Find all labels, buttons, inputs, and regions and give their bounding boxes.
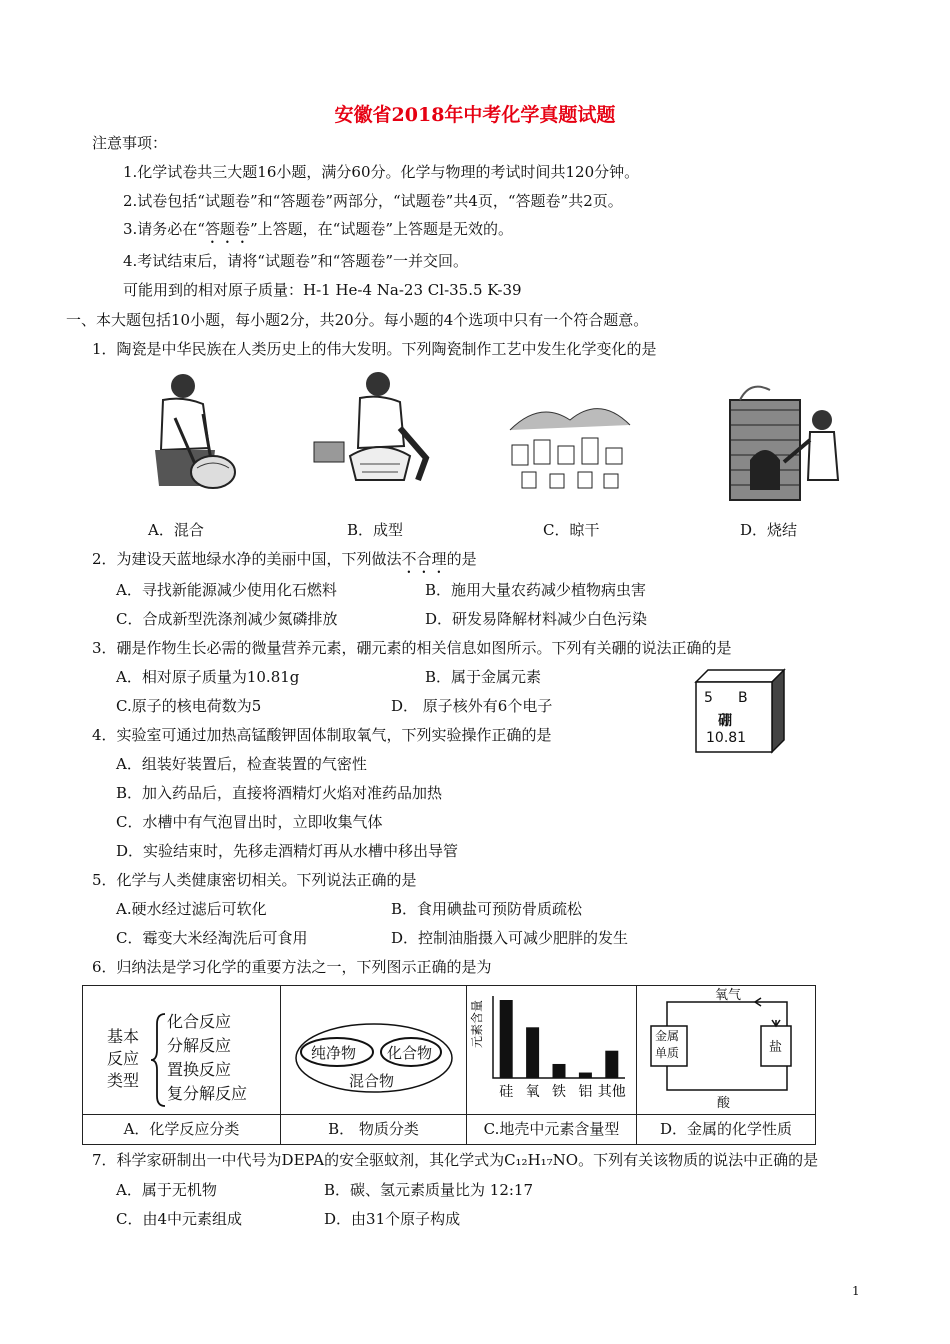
q1-stem: 1．陶瓷是中华民族在人类历史上的伟大发明。下列陶瓷制作工艺中发生化学变化的是 [92, 340, 657, 358]
q6-d-acid: 酸 [717, 1096, 731, 1111]
q4-option-b: B．加入药品后，直接将酒精灯火焰对准药品加热 [116, 784, 443, 802]
emphasis-answer-sheet: 答题卷 [204, 220, 250, 238]
q2-option-a: A．寻找新能源减少使用化石燃料 [116, 581, 337, 599]
q3-option-d: D． 原子核外有6个电子 [391, 697, 553, 715]
chart-bar-0 [500, 1000, 513, 1078]
q2-stem: 2．为建设天蓝地绿水净的美丽中国，下列做法不合理的是 [92, 550, 477, 568]
q2-option-d: D．研发易降解材料减少白色污染 [425, 610, 648, 628]
pottery-shaping-illustration [300, 368, 440, 493]
pottery-firing-illustration [710, 380, 850, 505]
notice-item-3: 3.请务必在“答题卷”上答题，在“试题卷”上答题是无效的。 [123, 220, 514, 238]
q7-option-b: B．碳、氢元素质量比为 12:17 [324, 1181, 534, 1199]
q4-option-d: D．实验结束时，先移走酒精灯再从水槽中移出导管 [116, 842, 459, 860]
q2-option-c: C．合成新型洗涤剂减少氮磷排放 [116, 610, 338, 628]
q6-b-mixture: 混合物 [349, 1072, 395, 1090]
chart-bar-4 [605, 1051, 618, 1078]
page-title: 安徽省2018年中考化学真题试题 [334, 104, 616, 126]
section-1-heading: 一、本大题包括10小题，每小题2分，共20分。每小题的4个选项中只有一个符合题意。 [66, 311, 649, 329]
chart-bar-2 [553, 1064, 566, 1078]
q1-option-d: D．烧结 [740, 521, 798, 539]
brace-icon [149, 1010, 169, 1110]
q6-c-caption: C.地壳中元素含量型 [467, 1114, 637, 1144]
q7-option-d: D．由31个原子构成 [324, 1210, 461, 1228]
q3-stem: 3．硼是作物生长必需的微量营养元素，硼元素的相关信息如图所示。下列有关硼的说法正确的是 [92, 639, 732, 657]
notice-item-1: 1.化学试卷共三大题16小题，满分60分。化学与物理的考试时间共120分钟。 [123, 163, 640, 181]
emphasis-unreasonable: 不合理 [401, 550, 447, 568]
q7-option-a: A．属于无机物 [116, 1181, 217, 1199]
q6-a-caption: A．化学反应分类 [83, 1114, 281, 1144]
q6-stem: 6．归纳法是学习化学的重要方法之一，下列图示正确的是为 [92, 958, 492, 976]
boron-atomic-number: 5 [704, 690, 713, 706]
element-content-bar-chart [467, 986, 637, 1114]
q3-option-c: C.原子的核电荷数为5 [116, 697, 262, 715]
boron-symbol: B [738, 690, 748, 706]
q4-option-c: C．水槽中有气泡冒出时，立即收集气体 [116, 813, 383, 831]
q5-option-c: C．霉变大米经淘洗后可食用 [116, 929, 308, 947]
atomic-mass: 可能用到的相对原子质量：H-1 He-4 Na-23 Cl-35.5 K-39 [123, 281, 522, 299]
q1-option-b: B．成型 [347, 521, 404, 539]
q6-c-chart [467, 986, 637, 1114]
chart-tick-label-4: 其他 [597, 1084, 626, 1100]
q7-stem: 7．科学家研制出一中代号为DEPA的安全驱蚊剂，其化学式为C₁₂H₁₇NO。下列有关该物质的说法中正确的是 [92, 1151, 819, 1169]
q4-stem: 4．实验室可通过加热高锰酸钾固体制取氧气，下列实验操作正确的是 [92, 726, 552, 744]
q3-option-a: A．相对原子质量为10.81g [116, 668, 300, 686]
notice-item-4: 4.考试结束后，请将“试题卷”和“答题卷”一并交回。 [123, 252, 468, 270]
chart-bar-1 [526, 1027, 539, 1078]
q6-d-caption: D．金属的化学性质 [637, 1114, 815, 1144]
pottery-mixing-illustration [125, 368, 245, 493]
q6-a-items: 化合反应 分解反应 置换反应 复分解反应 [167, 1012, 248, 1103]
q4-option-a: A．组装好装置后，检查装置的气密性 [116, 755, 367, 773]
q6-a-diagram [83, 986, 281, 1114]
notice-item-2: 2.试卷包括“试题卷”和“答题卷”两部分，“试题卷”共4页，“答题卷”共2页。 [123, 192, 623, 210]
q1-option-c: C．晾干 [543, 521, 600, 539]
q5-stem: 5．化学与人类健康密切相关。下列说法正确的是 [92, 871, 417, 889]
q5-option-b: B．食用碘盐可预防骨质疏松 [391, 900, 583, 918]
boron-atomic-mass: 10.81 [706, 730, 747, 746]
q3-option-b: B．属于金属元素 [425, 668, 542, 686]
q6-b-compound: 化合物 [387, 1044, 433, 1062]
chart-tick-label-3: 铝 [578, 1084, 593, 1100]
boron-element-card [694, 668, 786, 754]
q6-d-salt: 盐 [769, 1040, 783, 1055]
q2-option-b: B．施用大量农药减少植物病虫害 [425, 581, 647, 599]
chart-bar-3 [579, 1073, 592, 1078]
q6-d-metal: 金属 单质 [655, 1029, 680, 1060]
boron-name: 硼 [718, 713, 732, 729]
chart-y-label: 元素含量 [470, 999, 484, 1048]
q6-b-diagram [281, 986, 467, 1114]
page-number: 1 [852, 1284, 860, 1298]
q6-figure-table [82, 985, 816, 1145]
pottery-drying-illustration [500, 390, 640, 500]
chart-tick-label-1: 氧 [525, 1084, 540, 1100]
q6-a-left: 基本 反应 类型 [107, 1027, 140, 1090]
q7-option-c: C．由4中元素组成 [116, 1210, 243, 1228]
q5-option-d: D．控制油脂摄入可减少肥胖的发生 [391, 929, 629, 947]
q1-option-a: A．混合 [148, 521, 204, 539]
q6-b-caption: B． 物质分类 [281, 1114, 467, 1144]
q6-d-diagram [637, 986, 815, 1114]
q6-b-pure: 纯净物 [311, 1044, 357, 1062]
q6-d-oxygen: 氧气 [715, 988, 742, 1003]
q5-option-a: A.硬水经过滤后可软化 [116, 900, 267, 918]
chart-tick-label-0: 硅 [499, 1084, 514, 1100]
notice-heading: 注意事项： [92, 134, 168, 152]
chart-tick-label-2: 铁 [552, 1084, 566, 1100]
